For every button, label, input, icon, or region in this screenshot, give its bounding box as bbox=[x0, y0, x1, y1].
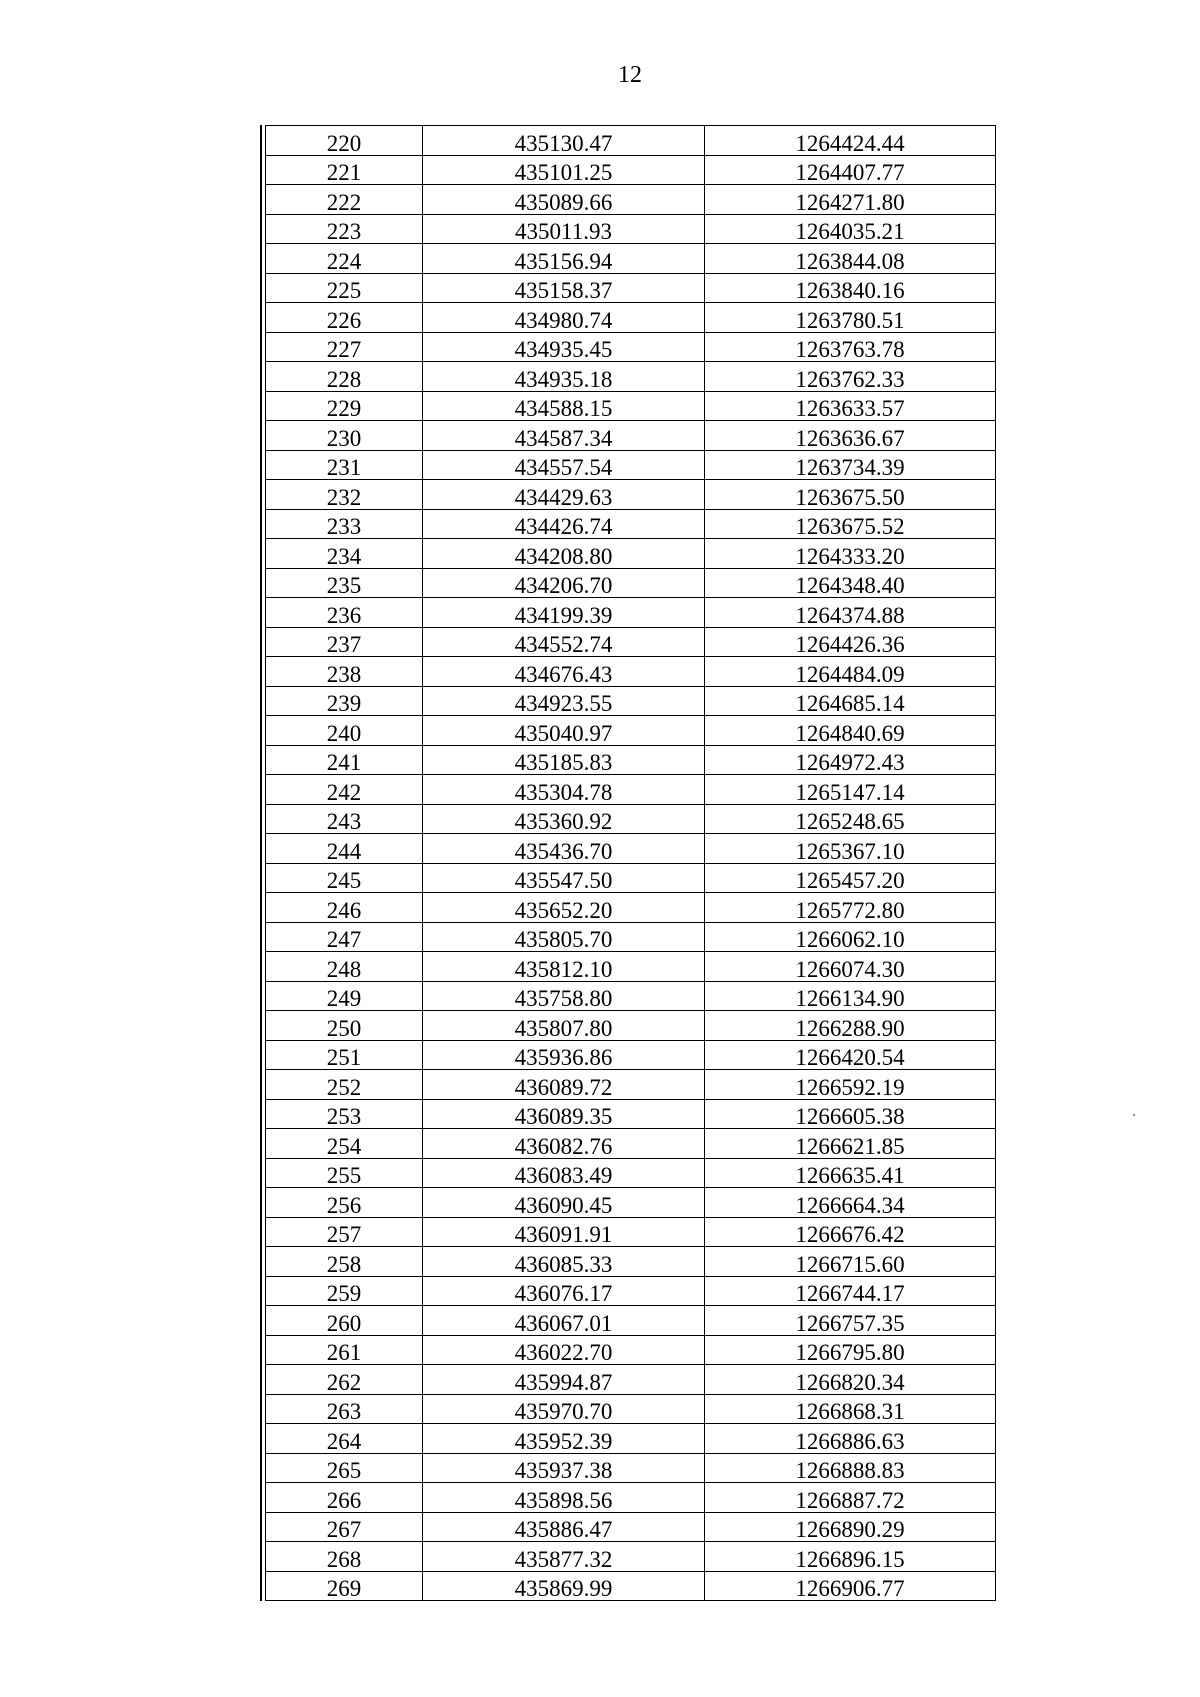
table-row bbox=[266, 1512, 996, 1542]
x-coordinate-cell: 435101.25 bbox=[423, 155, 705, 185]
point-number-cell: 240 bbox=[266, 716, 423, 746]
point-number-cell: 237 bbox=[266, 627, 423, 657]
x-coordinate-cell: 436067.01 bbox=[423, 1306, 705, 1336]
y-coordinate-cell: 1264484.09 bbox=[705, 657, 996, 687]
y-coordinate-cell: 1266744.17 bbox=[705, 1276, 996, 1306]
point-number-cell: 244 bbox=[266, 834, 423, 864]
table-row bbox=[266, 1424, 996, 1454]
x-coordinate-cell: 434923.55 bbox=[423, 686, 705, 716]
x-coordinate-cell: 434588.15 bbox=[423, 391, 705, 421]
table-row bbox=[266, 1306, 996, 1336]
x-coordinate-cell: 434206.70 bbox=[423, 568, 705, 598]
y-coordinate-cell: 1266288.90 bbox=[705, 1011, 996, 1041]
y-coordinate-cell: 1264348.40 bbox=[705, 568, 996, 598]
y-coordinate-cell: 1263633.57 bbox=[705, 391, 996, 421]
y-coordinate-cell: 1266887.72 bbox=[705, 1483, 996, 1513]
y-coordinate-cell: 1266868.31 bbox=[705, 1394, 996, 1424]
table-row bbox=[266, 745, 996, 775]
y-coordinate-cell: 1264333.20 bbox=[705, 539, 996, 569]
table-row bbox=[266, 775, 996, 805]
x-coordinate-cell: 434935.18 bbox=[423, 362, 705, 392]
point-number-cell: 243 bbox=[266, 804, 423, 834]
x-coordinate-cell: 435040.97 bbox=[423, 716, 705, 746]
y-coordinate-cell: 1263734.39 bbox=[705, 450, 996, 480]
point-number-cell: 247 bbox=[266, 922, 423, 952]
table-row bbox=[266, 598, 996, 628]
point-number-cell: 263 bbox=[266, 1394, 423, 1424]
y-coordinate-cell: 1266757.35 bbox=[705, 1306, 996, 1336]
x-coordinate-cell: 435089.66 bbox=[423, 185, 705, 215]
table-row bbox=[266, 1040, 996, 1070]
y-coordinate-cell: 1263780.51 bbox=[705, 303, 996, 333]
x-coordinate-cell: 435869.99 bbox=[423, 1571, 705, 1601]
table-row bbox=[266, 657, 996, 687]
coordinates-table-body bbox=[266, 126, 996, 1601]
x-coordinate-cell: 435807.80 bbox=[423, 1011, 705, 1041]
table-row bbox=[266, 893, 996, 923]
y-coordinate-cell: 1265367.10 bbox=[705, 834, 996, 864]
table-row bbox=[266, 362, 996, 392]
point-number-cell: 257 bbox=[266, 1217, 423, 1247]
point-number-cell: 264 bbox=[266, 1424, 423, 1454]
coordinates-table bbox=[265, 125, 996, 1601]
x-coordinate-cell: 436022.70 bbox=[423, 1335, 705, 1365]
point-number-cell: 241 bbox=[266, 745, 423, 775]
x-coordinate-cell: 435158.37 bbox=[423, 273, 705, 303]
y-coordinate-cell: 1265457.20 bbox=[705, 863, 996, 893]
y-coordinate-cell: 1263840.16 bbox=[705, 273, 996, 303]
x-coordinate-cell: 435805.70 bbox=[423, 922, 705, 952]
table-row bbox=[266, 450, 996, 480]
y-coordinate-cell: 1266820.34 bbox=[705, 1365, 996, 1395]
point-number-cell: 246 bbox=[266, 893, 423, 923]
table-row bbox=[266, 922, 996, 952]
table-row bbox=[266, 834, 996, 864]
y-coordinate-cell: 1264685.14 bbox=[705, 686, 996, 716]
point-number-cell: 253 bbox=[266, 1099, 423, 1129]
table-row bbox=[266, 686, 996, 716]
y-coordinate-cell: 1264840.69 bbox=[705, 716, 996, 746]
table-row bbox=[266, 1217, 996, 1247]
point-number-cell: 222 bbox=[266, 185, 423, 215]
point-number-cell: 226 bbox=[266, 303, 423, 333]
x-coordinate-cell: 435877.32 bbox=[423, 1542, 705, 1572]
x-coordinate-cell: 436076.17 bbox=[423, 1276, 705, 1306]
point-number-cell: 248 bbox=[266, 952, 423, 982]
table-row bbox=[266, 1158, 996, 1188]
table-row bbox=[266, 1453, 996, 1483]
point-number-cell: 267 bbox=[266, 1512, 423, 1542]
table-row bbox=[266, 568, 996, 598]
y-coordinate-cell: 1264426.36 bbox=[705, 627, 996, 657]
x-coordinate-cell: 435547.50 bbox=[423, 863, 705, 893]
y-coordinate-cell: 1266886.63 bbox=[705, 1424, 996, 1454]
x-coordinate-cell: 435156.94 bbox=[423, 244, 705, 274]
x-coordinate-cell: 434935.45 bbox=[423, 332, 705, 362]
x-coordinate-cell: 434199.39 bbox=[423, 598, 705, 628]
table-row bbox=[266, 214, 996, 244]
point-number-cell: 251 bbox=[266, 1040, 423, 1070]
table-row bbox=[266, 480, 996, 510]
y-coordinate-cell: 1266074.30 bbox=[705, 952, 996, 982]
point-number-cell: 229 bbox=[266, 391, 423, 421]
point-number-cell: 266 bbox=[266, 1483, 423, 1513]
x-coordinate-cell: 435652.20 bbox=[423, 893, 705, 923]
x-coordinate-cell: 435970.70 bbox=[423, 1394, 705, 1424]
x-coordinate-cell: 436085.33 bbox=[423, 1247, 705, 1277]
x-coordinate-cell: 435812.10 bbox=[423, 952, 705, 982]
table-row bbox=[266, 391, 996, 421]
table-row bbox=[266, 1011, 996, 1041]
x-coordinate-cell: 435994.87 bbox=[423, 1365, 705, 1395]
point-number-cell: 252 bbox=[266, 1070, 423, 1100]
point-number-cell: 259 bbox=[266, 1276, 423, 1306]
point-number-cell: 225 bbox=[266, 273, 423, 303]
y-coordinate-cell: 1266592.19 bbox=[705, 1070, 996, 1100]
table-row bbox=[266, 1276, 996, 1306]
y-coordinate-cell: 1264374.88 bbox=[705, 598, 996, 628]
point-number-cell: 234 bbox=[266, 539, 423, 569]
table-row bbox=[266, 1542, 996, 1572]
table-row bbox=[266, 1070, 996, 1100]
point-number-cell: 261 bbox=[266, 1335, 423, 1365]
x-coordinate-cell: 435436.70 bbox=[423, 834, 705, 864]
y-coordinate-cell: 1263675.52 bbox=[705, 509, 996, 539]
point-number-cell: 269 bbox=[266, 1571, 423, 1601]
table-row bbox=[266, 716, 996, 746]
y-coordinate-cell: 1264424.44 bbox=[705, 126, 996, 156]
x-coordinate-cell: 436082.76 bbox=[423, 1129, 705, 1159]
y-coordinate-cell: 1264407.77 bbox=[705, 155, 996, 185]
y-coordinate-cell: 1266134.90 bbox=[705, 981, 996, 1011]
point-number-cell: 236 bbox=[266, 598, 423, 628]
table-row bbox=[266, 509, 996, 539]
x-coordinate-cell: 435360.92 bbox=[423, 804, 705, 834]
x-coordinate-cell: 435304.78 bbox=[423, 775, 705, 805]
table-row bbox=[266, 303, 996, 333]
table-row bbox=[266, 804, 996, 834]
x-coordinate-cell: 435758.80 bbox=[423, 981, 705, 1011]
table-row bbox=[266, 1099, 996, 1129]
coordinates-table-frame bbox=[260, 125, 998, 1601]
y-coordinate-cell: 1266664.34 bbox=[705, 1188, 996, 1218]
x-coordinate-cell: 434426.74 bbox=[423, 509, 705, 539]
point-number-cell: 231 bbox=[266, 450, 423, 480]
table-row bbox=[266, 1571, 996, 1601]
point-number-cell: 256 bbox=[266, 1188, 423, 1218]
point-number-cell: 268 bbox=[266, 1542, 423, 1572]
table-row bbox=[266, 273, 996, 303]
x-coordinate-cell: 435185.83 bbox=[423, 745, 705, 775]
table-row bbox=[266, 952, 996, 982]
x-coordinate-cell: 434552.74 bbox=[423, 627, 705, 657]
y-coordinate-cell: 1265248.65 bbox=[705, 804, 996, 834]
table-row bbox=[266, 863, 996, 893]
y-coordinate-cell: 1264972.43 bbox=[705, 745, 996, 775]
x-coordinate-cell: 436083.49 bbox=[423, 1158, 705, 1188]
y-coordinate-cell: 1265147.14 bbox=[705, 775, 996, 805]
point-number-cell: 232 bbox=[266, 480, 423, 510]
table-row bbox=[266, 1335, 996, 1365]
point-number-cell: 249 bbox=[266, 981, 423, 1011]
point-number-cell: 221 bbox=[266, 155, 423, 185]
point-number-cell: 227 bbox=[266, 332, 423, 362]
y-coordinate-cell: 1266062.10 bbox=[705, 922, 996, 952]
y-coordinate-cell: 1266890.29 bbox=[705, 1512, 996, 1542]
y-coordinate-cell: 1266906.77 bbox=[705, 1571, 996, 1601]
x-coordinate-cell: 436090.45 bbox=[423, 1188, 705, 1218]
scan-speck bbox=[1133, 1114, 1135, 1116]
y-coordinate-cell: 1263844.08 bbox=[705, 244, 996, 274]
point-number-cell: 238 bbox=[266, 657, 423, 687]
x-coordinate-cell: 436089.72 bbox=[423, 1070, 705, 1100]
point-number-cell: 254 bbox=[266, 1129, 423, 1159]
x-coordinate-cell: 434208.80 bbox=[423, 539, 705, 569]
x-coordinate-cell: 434557.54 bbox=[423, 450, 705, 480]
x-coordinate-cell: 435952.39 bbox=[423, 1424, 705, 1454]
point-number-cell: 258 bbox=[266, 1247, 423, 1277]
table-row bbox=[266, 539, 996, 569]
table-row bbox=[266, 332, 996, 362]
table-row bbox=[266, 185, 996, 215]
y-coordinate-cell: 1266621.85 bbox=[705, 1129, 996, 1159]
y-coordinate-cell: 1266715.60 bbox=[705, 1247, 996, 1277]
x-coordinate-cell: 434980.74 bbox=[423, 303, 705, 333]
table-row bbox=[266, 981, 996, 1011]
table-row bbox=[266, 126, 996, 156]
table-row bbox=[266, 421, 996, 451]
table-row bbox=[266, 1394, 996, 1424]
x-coordinate-cell: 434429.63 bbox=[423, 480, 705, 510]
point-number-cell: 233 bbox=[266, 509, 423, 539]
table-row bbox=[266, 1247, 996, 1277]
point-number-cell: 224 bbox=[266, 244, 423, 274]
y-coordinate-cell: 1266896.15 bbox=[705, 1542, 996, 1572]
point-number-cell: 245 bbox=[266, 863, 423, 893]
point-number-cell: 265 bbox=[266, 1453, 423, 1483]
y-coordinate-cell: 1264271.80 bbox=[705, 185, 996, 215]
x-coordinate-cell: 435011.93 bbox=[423, 214, 705, 244]
x-coordinate-cell: 434587.34 bbox=[423, 421, 705, 451]
y-coordinate-cell: 1266795.80 bbox=[705, 1335, 996, 1365]
point-number-cell: 239 bbox=[266, 686, 423, 716]
x-coordinate-cell: 435886.47 bbox=[423, 1512, 705, 1542]
point-number-cell: 223 bbox=[266, 214, 423, 244]
table-row bbox=[266, 1365, 996, 1395]
point-number-cell: 260 bbox=[266, 1306, 423, 1336]
y-coordinate-cell: 1265772.80 bbox=[705, 893, 996, 923]
point-number-cell: 235 bbox=[266, 568, 423, 598]
table-row bbox=[266, 1129, 996, 1159]
y-coordinate-cell: 1266635.41 bbox=[705, 1158, 996, 1188]
point-number-cell: 242 bbox=[266, 775, 423, 805]
point-number-cell: 230 bbox=[266, 421, 423, 451]
page-number: 12 bbox=[618, 62, 642, 88]
y-coordinate-cell: 1264035.21 bbox=[705, 214, 996, 244]
x-coordinate-cell: 435130.47 bbox=[423, 126, 705, 156]
point-number-cell: 250 bbox=[266, 1011, 423, 1041]
table-row bbox=[266, 155, 996, 185]
point-number-cell: 220 bbox=[266, 126, 423, 156]
x-coordinate-cell: 435936.86 bbox=[423, 1040, 705, 1070]
table-row bbox=[266, 244, 996, 274]
point-number-cell: 255 bbox=[266, 1158, 423, 1188]
y-coordinate-cell: 1266676.42 bbox=[705, 1217, 996, 1247]
x-coordinate-cell: 436089.35 bbox=[423, 1099, 705, 1129]
x-coordinate-cell: 435898.56 bbox=[423, 1483, 705, 1513]
y-coordinate-cell: 1266605.38 bbox=[705, 1099, 996, 1129]
y-coordinate-cell: 1263636.67 bbox=[705, 421, 996, 451]
y-coordinate-cell: 1266888.83 bbox=[705, 1453, 996, 1483]
y-coordinate-cell: 1263675.50 bbox=[705, 480, 996, 510]
point-number-cell: 262 bbox=[266, 1365, 423, 1395]
x-coordinate-cell: 434676.43 bbox=[423, 657, 705, 687]
table-row bbox=[266, 1483, 996, 1513]
table-row bbox=[266, 1188, 996, 1218]
point-number-cell: 228 bbox=[266, 362, 423, 392]
y-coordinate-cell: 1263762.33 bbox=[705, 362, 996, 392]
x-coordinate-cell: 435937.38 bbox=[423, 1453, 705, 1483]
y-coordinate-cell: 1263763.78 bbox=[705, 332, 996, 362]
y-coordinate-cell: 1266420.54 bbox=[705, 1040, 996, 1070]
x-coordinate-cell: 436091.91 bbox=[423, 1217, 705, 1247]
table-row bbox=[266, 627, 996, 657]
